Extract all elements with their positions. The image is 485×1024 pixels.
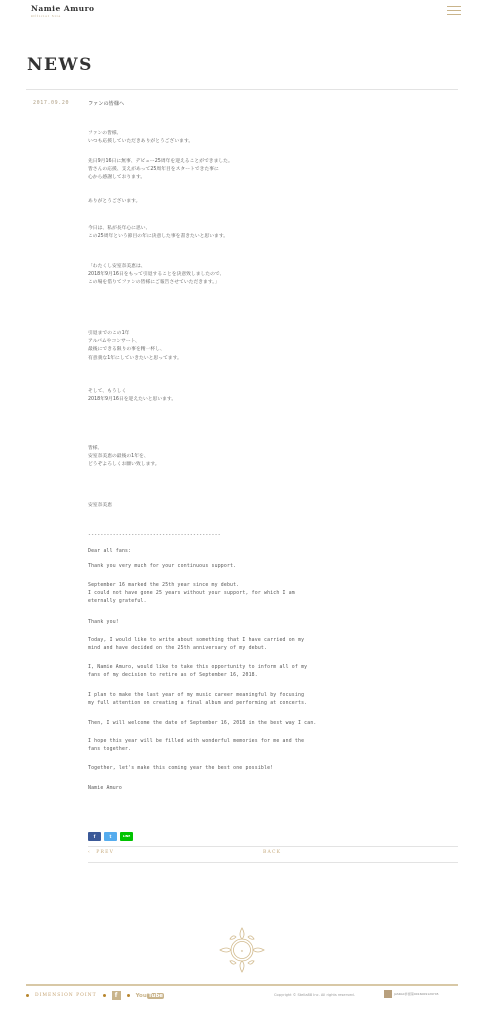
jasrac-logo-icon bbox=[384, 990, 392, 998]
paragraph bbox=[88, 130, 418, 146]
post-date: 2017.09.20 bbox=[33, 100, 70, 106]
hamburger-menu-icon[interactable] bbox=[447, 5, 461, 16]
divider bbox=[88, 862, 458, 863]
paragraph bbox=[88, 563, 418, 571]
text-line: この場を借りてファンの皆様にご報告させていただきます。」 bbox=[88, 280, 220, 286]
jasrac-text: JASRAC許諾第9016009129Y45 bbox=[394, 992, 439, 996]
text-line: Dear all fans: bbox=[88, 549, 132, 554]
paragraph bbox=[88, 692, 418, 708]
footer-links bbox=[26, 991, 164, 1000]
facebook-icon[interactable]: f bbox=[112, 991, 121, 1000]
paragraph bbox=[88, 619, 418, 627]
text-line: Thank you very much for your continuous support. bbox=[88, 564, 237, 569]
crest-emblem-icon bbox=[216, 925, 268, 975]
footer-divider bbox=[26, 984, 458, 986]
paragraph bbox=[88, 637, 418, 653]
logo-name: Namie Amuro bbox=[31, 4, 95, 13]
text-line: 皆さんの応援、支えがあって25周年目をスタートできた事に bbox=[88, 167, 219, 173]
paragraph bbox=[88, 225, 418, 241]
text-line: 2018年9月16日を迎えたいと思います。 bbox=[88, 397, 177, 403]
facebook-share-button[interactable]: f bbox=[88, 832, 101, 841]
post-meta bbox=[33, 100, 125, 107]
text-line: Together, let's make this coming year the best one possible! bbox=[88, 766, 274, 771]
text-line: my full attention on creating a final album and performing at concerts. bbox=[88, 701, 308, 707]
paragraph bbox=[88, 158, 418, 183]
youtube-you: You bbox=[135, 992, 147, 999]
chevron-left-icon: ‹ bbox=[88, 850, 97, 855]
paragraph bbox=[88, 765, 418, 773]
prev-label: PREV bbox=[96, 850, 115, 855]
text-line: 最後にできる限りの事を精一杯し、 bbox=[88, 347, 165, 353]
svg-text:★: ★ bbox=[240, 949, 244, 953]
youtube-icon[interactable] bbox=[136, 993, 164, 999]
separator-line: ------------------------------------------- bbox=[88, 533, 221, 538]
paragraph bbox=[88, 720, 418, 728]
paragraph bbox=[88, 582, 418, 607]
jasrac-badge[interactable] bbox=[384, 990, 439, 998]
text-line: fans of my decision to retire as of September 16, 2018. bbox=[88, 673, 258, 679]
site-logo[interactable] bbox=[31, 4, 95, 18]
dot-icon bbox=[26, 994, 29, 997]
text-line: mind and have decided on the 25th anniversary of my debut. bbox=[88, 646, 268, 652]
text-line: I could not have gone 25 years without your support, for which I am bbox=[88, 591, 295, 597]
paragraph bbox=[88, 548, 418, 556]
paragraph bbox=[88, 738, 418, 754]
paragraph bbox=[88, 263, 418, 288]
text-line: fans together. bbox=[88, 747, 132, 753]
text-line: 有意義な1年にしていきたいと思ってます。 bbox=[88, 355, 182, 361]
text-line: I plan to make the last year of my music career meaningful by focusing bbox=[88, 693, 305, 698]
logo-subtitle: Official Site bbox=[31, 14, 62, 18]
text-line: 引退までのこの1年 bbox=[88, 331, 130, 336]
text-line: 皆様、 bbox=[88, 446, 103, 451]
text-line: Thank you! bbox=[88, 620, 119, 625]
text-line: ファンの皆様、 bbox=[88, 131, 122, 136]
text-line: 2018年9月16日をもって引退することを決意致しましたので、 bbox=[88, 272, 225, 278]
text-line: 今日は、私が長年心に思い、 bbox=[88, 226, 151, 231]
divider bbox=[26, 89, 458, 90]
text-line: どうぞよろしくお願い致します。 bbox=[88, 462, 160, 468]
text-line: I, Namie Amuro, would like to take this opportunity to inform all of my bbox=[88, 665, 308, 670]
paragraph bbox=[88, 388, 418, 404]
text-line: この25周年という節目の年に決意した事を書きたいと思います。 bbox=[88, 234, 229, 240]
paragraph bbox=[88, 445, 418, 470]
youtube-tube: Tube bbox=[148, 992, 163, 999]
text-line: Namie Amuro bbox=[88, 786, 122, 791]
text-line: eternally grateful. bbox=[88, 599, 147, 605]
line-share-button[interactable]: LINE bbox=[120, 832, 133, 841]
dot-icon bbox=[103, 994, 106, 997]
text-line: 安室奈美恵 bbox=[88, 503, 112, 508]
dimension-point-link[interactable]: DIMENSION POINT bbox=[35, 993, 97, 998]
site-header bbox=[0, 0, 485, 26]
copyright: Copyright © Stella88 Inc. All rights reserved. bbox=[274, 993, 355, 997]
text-line: 安室奈美恵の最後の1年を、 bbox=[88, 454, 149, 460]
text-line: アルバムやコンサート、 bbox=[88, 339, 140, 345]
paragraph bbox=[88, 502, 418, 510]
text-line: Today, I would like to write about something that I have carried on my bbox=[88, 638, 305, 643]
prev-link[interactable] bbox=[88, 850, 114, 855]
paragraph bbox=[88, 330, 418, 363]
dot-icon bbox=[127, 994, 130, 997]
back-link[interactable]: BACK bbox=[263, 850, 282, 855]
twitter-share-button[interactable]: t bbox=[104, 832, 117, 841]
text-line: 心から感謝しております。 bbox=[88, 175, 146, 181]
paragraph bbox=[88, 664, 418, 680]
text-line: ありがとうございます。 bbox=[88, 199, 141, 204]
share-buttons bbox=[88, 832, 133, 841]
post-title: ファンの皆様へ bbox=[88, 101, 125, 107]
divider bbox=[88, 846, 458, 847]
text-line: Then, I will welcome the date of September 16, 2018 in the best way I can. bbox=[88, 721, 317, 726]
paragraph bbox=[88, 198, 418, 206]
text-line: I hope this year will be filled with wonderful memories for me and the bbox=[88, 739, 305, 744]
text-line: いつも応援していただきありがとうございます。 bbox=[88, 139, 194, 145]
text-line: September 16 marked the 25th year since my debut. bbox=[88, 583, 240, 588]
text-line: そして、もうしく bbox=[88, 389, 127, 394]
paragraph bbox=[88, 785, 418, 793]
text-line: 「わたくし安室奈美恵は、 bbox=[88, 264, 146, 269]
text-line: 先日9月16日に無事、デビュー25周年を迎えることができました。 bbox=[88, 159, 233, 164]
page-title: NEWS bbox=[27, 55, 93, 75]
